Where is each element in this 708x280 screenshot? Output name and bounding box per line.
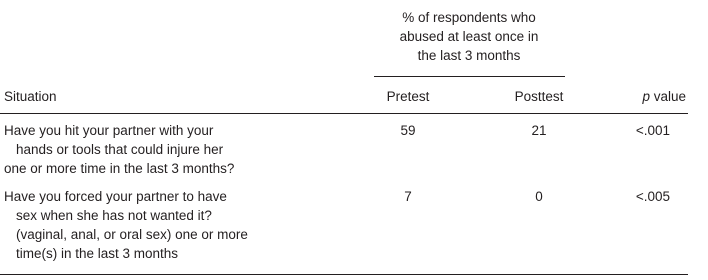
group-header-rule xyxy=(374,76,565,77)
table-cell-posttest-1: 21 xyxy=(531,123,547,138)
table-cell-p-1: <.001 xyxy=(635,123,671,138)
column-header-p-value xyxy=(600,87,686,106)
group-header-line-2: abused at least once in xyxy=(399,29,539,44)
table-cell-p-2: <.005 xyxy=(635,189,671,204)
situation-line: sex when she has not wanted it? xyxy=(16,208,212,223)
bottom-rule xyxy=(0,274,688,275)
table-cell-pretest-1: 59 xyxy=(400,123,416,138)
situation-line: (vaginal, anal, or oral sex) one or more xyxy=(16,227,248,242)
p-italic-label: p xyxy=(642,89,650,104)
p-value-label-rest: value xyxy=(649,89,686,104)
table-cell-pretest-2: 7 xyxy=(404,189,412,204)
table-cell-posttest-2: 0 xyxy=(535,189,543,204)
situation-line: Have you hit your partner with your xyxy=(4,123,214,138)
group-header-line-3: the last 3 months xyxy=(417,48,521,63)
column-header-situation: Situation xyxy=(4,89,57,104)
table-row-situation-1 xyxy=(4,121,234,178)
situation-line: hands or tools that could injure her xyxy=(16,142,224,157)
table-row-situation-2 xyxy=(4,187,248,263)
group-header-line-1: % of respondents who xyxy=(402,10,536,25)
situation-line: Have you forced your partner to have xyxy=(4,189,227,204)
group-header xyxy=(373,8,565,65)
situation-line: time(s) in the last 3 months xyxy=(16,246,179,261)
header-rule xyxy=(0,113,688,114)
situation-line: one or more time in the last 3 months? xyxy=(4,161,235,176)
column-header-posttest: Posttest xyxy=(514,89,564,104)
column-header-pretest: Pretest xyxy=(386,89,430,104)
